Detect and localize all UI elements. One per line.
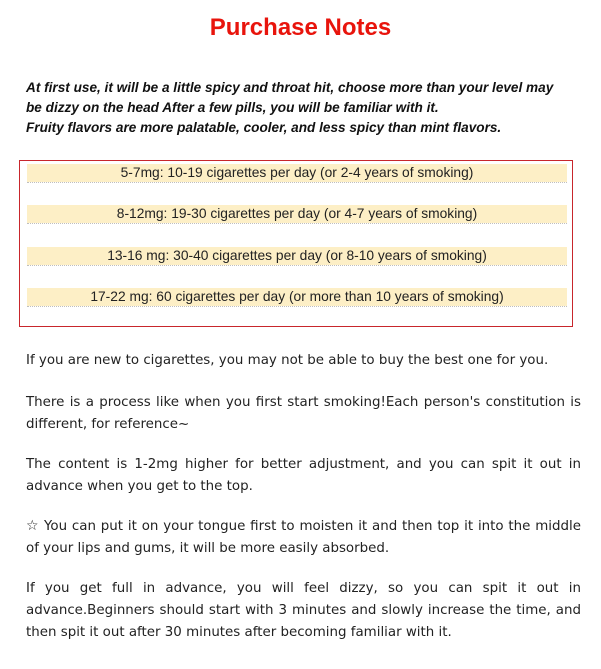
paragraph-process: There is a process like when you first start smoking!Each person's constitution is different, for reference~ [26, 395, 581, 432]
nicotine-level-row [27, 244, 567, 285]
paragraph-usage-tip [26, 515, 581, 560]
note-line: Fruity flavors are more palatable, cooler, and less spicy than mint flavors. [26, 120, 502, 135]
star-icon: ☆ [26, 518, 40, 534]
paragraph-content-tip: The content is 1-2mg higher for better adjustment, and you can spit it out in advance when you get to the top. [26, 457, 581, 494]
page-title: Purchase Notes [209, 14, 392, 41]
row-divider [27, 182, 567, 183]
row-divider [27, 223, 567, 224]
nicotine-level-row [27, 161, 567, 202]
nicotine-level-label: 17-22 mg: 60 cigarettes per day (or more than 10 years of smoking) [27, 288, 567, 306]
nicotine-level-table [19, 160, 573, 327]
purchase-notes-warning [26, 78, 582, 138]
nicotine-level-label: 5-7mg: 10-19 cigarettes per day (or 2-4 years of smoking) [27, 164, 567, 182]
paragraph-new-users: If you are new to cigarettes, you may not be able to buy the best one for you. [26, 353, 549, 368]
note-line: At first use, it will be a little spicy and throat hit, choose more than your level may [26, 80, 554, 95]
nicotine-level-label: 8-12mg: 19-30 cigarettes per day (or 4-7 years of smoking) [27, 205, 567, 223]
nicotine-level-row [27, 202, 567, 243]
row-divider [27, 306, 567, 307]
nicotine-level-label: 13-16 mg: 30-40 cigarettes per day (or 8-10 years of smoking) [27, 247, 567, 265]
nicotine-level-row [27, 285, 567, 326]
row-divider [27, 265, 567, 266]
usage-tip-text: You can put it on your tongue first to moisten it and then top it into the middle of your lips and gums, it will be more easily absorbed. [26, 519, 581, 556]
note-line: be dizzy on the head After a few pills, you will be familiar with it. [26, 100, 439, 115]
paragraph-beginner-tip: If you get full in advance, you will feel dizzy, so you can spit it out in advance.Beginners should start with 3 minutes and slowly increase the time, and then spit it out after 30 minutes after becoming familiar with it. [26, 581, 581, 640]
